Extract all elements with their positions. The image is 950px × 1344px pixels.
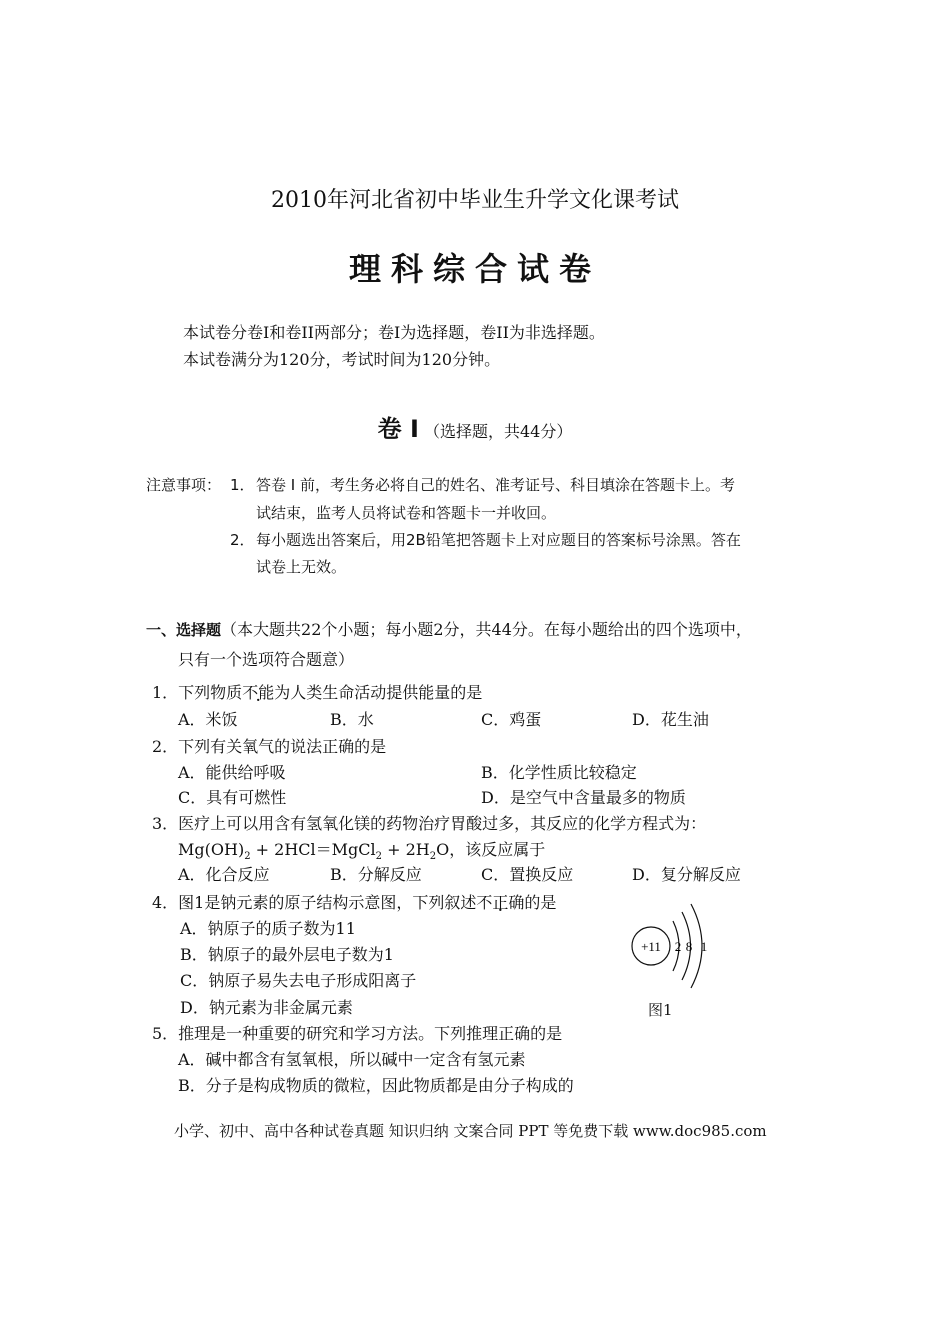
- atom-structure-diagram: [625, 900, 725, 995]
- option: B．钠原子的最外层电子数为1: [180, 945, 394, 964]
- question-3-stem: 3．医疗上可以用含有氢氧化镁的药物治疗胃酸过多，其反应的化学方程式为：: [152, 814, 707, 833]
- emphasis: 不正确: [476, 893, 525, 912]
- question-5-stem: 5．推理是一种重要的研究和学习方法。下列推理正确的是: [152, 1024, 563, 1043]
- option: C．鸡蛋: [481, 710, 542, 729]
- notice-text: 每小题选出答案后，用2B铅笔把答题卡上对应题目的答案标号涂黑。答在: [256, 531, 741, 549]
- question-1-stem: 1．下列物质不能为人类生命活动提供能量的是: [152, 683, 483, 702]
- option: B．分解反应: [330, 865, 422, 884]
- option: A．化合反应: [178, 865, 270, 884]
- intro-line: 本试卷满分为120分，考试时间为120分钟。: [183, 350, 501, 369]
- option: B．分子是构成物质的微粒，因此物质都是由分子构成的: [178, 1076, 574, 1095]
- notice-text: 答卷 I 前，考生务必将自己的姓名、准考证号、科目填涂在答题卡上。考: [256, 476, 735, 494]
- option: C．置换反应: [481, 865, 574, 884]
- exam-title: 2010年河北省初中毕业生升学文化课考试: [271, 188, 679, 213]
- option: C．具有可燃性: [178, 788, 287, 807]
- part-note: （选择题，共44分）: [424, 422, 573, 441]
- part-label: 卷 I: [377, 415, 419, 443]
- question-2-stem: 2．下列有关氧气的说法正确的是: [152, 737, 387, 756]
- option: C．钠原子易失去电子形成阳离子: [180, 971, 417, 990]
- option: A．碱中都含有氢氧根，所以碱中一定含有氢元素: [178, 1050, 526, 1069]
- option: B．水: [330, 710, 374, 729]
- option: B．化学性质比较稳定: [481, 763, 637, 782]
- section-heading: [146, 617, 752, 640]
- question-4-stem: 4．图1是钠元素的原子结构示意图，下列叙述不正确的是: [152, 893, 557, 912]
- nucleus-charge: +11: [641, 939, 661, 954]
- section-label: 一、选择题: [146, 621, 222, 639]
- chemical-equation: $Mg(OH)_2$ + 2HCl＝MgCl$_2$ + $2H_2O$，该反应属于: [178, 840, 546, 863]
- option: A．能供给呼吸: [178, 763, 286, 782]
- option: A．钠原子的质子数为11: [180, 919, 356, 938]
- notice-label: 注意事项：: [146, 476, 222, 494]
- shell-electrons: 2: [674, 939, 682, 954]
- notice-num: 1．: [230, 476, 255, 494]
- option: D．钠元素为非金属元素: [180, 998, 353, 1017]
- shell-electrons: 8: [685, 939, 693, 954]
- option: A．米饭: [178, 710, 238, 729]
- figure-caption: 图1: [648, 1001, 673, 1019]
- option: D．复分解反应: [632, 865, 741, 884]
- notice-num: 2．: [230, 531, 255, 549]
- section-desc: 只有一个选项符合题意）: [178, 650, 355, 669]
- exam-subtitle: 理科综合试卷: [348, 250, 601, 288]
- option: D．是空气中含量最多的物质: [481, 788, 686, 807]
- emphasis: 不能: [242, 683, 275, 702]
- page-footer: 小学、初中、高中各种试卷真题 知识归纳 文案合同 PPT 等免费下载 www.doc985.com: [174, 1122, 767, 1140]
- shell-electrons: 1: [700, 939, 708, 954]
- section-desc: （本大题共22个小题；每小题2分，共44分。在每小题给出的四个选项中，: [221, 620, 752, 639]
- notice-text: 试结束，监考人员将试卷和答题卡一并收回。: [256, 504, 557, 522]
- option: D．花生油: [632, 710, 709, 729]
- part-heading: [0, 409, 950, 444]
- intro-line: 本试卷分卷I和卷II两部分；卷I为选择题，卷II为非选择题。: [183, 323, 605, 342]
- notice-text: 试卷上无效。: [256, 558, 347, 576]
